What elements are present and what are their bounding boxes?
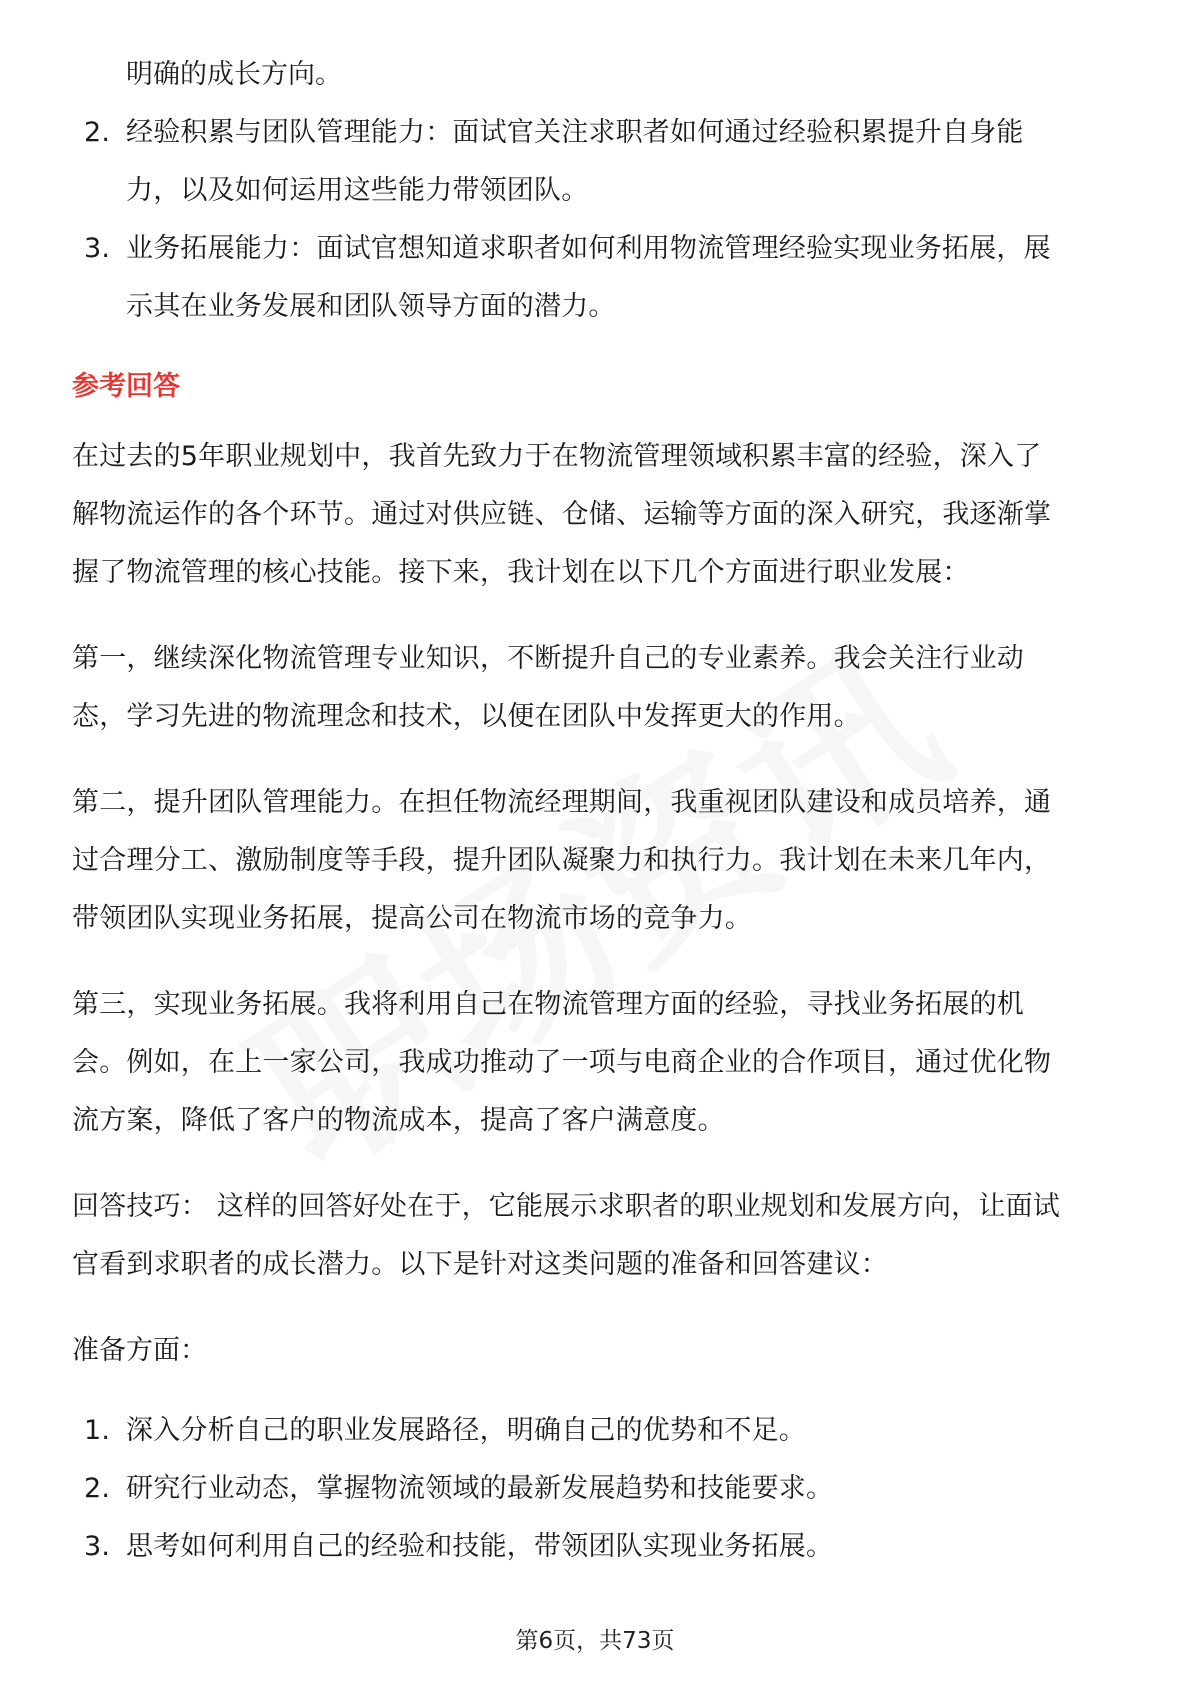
paragraph-third bbox=[72, 976, 1128, 1150]
list-line: 经验积累与团队管理能力：面试官关注求职者如何通过经验积累提升自身能 bbox=[126, 117, 1024, 148]
paragraph-second bbox=[72, 774, 1128, 948]
paragraph-first bbox=[72, 630, 1128, 746]
para-line: 回答技巧： 这样的回答好处在于，它能展示求职者的职业规划和发展方向，让面试 bbox=[72, 1191, 1060, 1222]
paragraph-intro bbox=[72, 428, 1128, 602]
list-line: 思考如何利用自己的经验和技能，带领团队实现业务拓展。 bbox=[126, 1531, 834, 1562]
prep-list bbox=[72, 1402, 1128, 1576]
prep-heading: 准备方面： bbox=[72, 1335, 207, 1366]
list-line: 业务拓展能力：面试官想知道求职者如何利用物流管理经验实现业务拓展，展 bbox=[126, 233, 1051, 264]
top-list bbox=[72, 46, 1128, 336]
para-line: 态，学习先进的物流理念和技术，以便在团队中发挥更大的作用。 bbox=[72, 701, 861, 732]
document-page bbox=[72, 46, 1128, 1576]
list-number: 2. bbox=[84, 117, 111, 148]
list-item bbox=[72, 1402, 1128, 1460]
answer-heading: 参考回答 bbox=[72, 371, 180, 402]
list-line: 示其在业务发展和团队领导方面的潜力。 bbox=[126, 291, 616, 322]
list-number: 2. bbox=[84, 1473, 111, 1504]
list-number: 3. bbox=[84, 1531, 111, 1562]
list-continuation: 明确的成长方向。 bbox=[126, 59, 342, 90]
para-line: 握了物流管理的核心技能。接下来，我计划在以下几个方面进行职业发展： bbox=[72, 557, 970, 588]
para-line: 在过去的5年职业规划中，我首先致力于在物流管理领域积累丰富的经验，深入了 bbox=[72, 441, 1042, 472]
list-item bbox=[72, 1460, 1128, 1518]
para-line: 第三，实现业务拓展。我将利用自己在物流管理方面的经验，寻找业务拓展的机 bbox=[72, 989, 1024, 1020]
list-item bbox=[72, 104, 1128, 220]
list-number: 1. bbox=[84, 1415, 111, 1446]
para-line: 会。例如，在上一家公司，我成功推动了一项与电商企业的合作项目，通过优化物 bbox=[72, 1047, 1052, 1078]
list-line: 研究行业动态，掌握物流领域的最新发展趋势和技能要求。 bbox=[126, 1473, 834, 1504]
para-line: 解物流运作的各个环节。通过对供应链、仓储、运输等方面的深入研究，我逐渐掌 bbox=[72, 499, 1052, 530]
list-line: 力，以及如何运用这些能力带领团队。 bbox=[126, 175, 589, 206]
para-line: 第二，提升团队管理能力。在担任物流经理期间，我重视团队建设和成员培养，通 bbox=[72, 787, 1052, 818]
para-line: 官看到求职者的成长潜力。以下是针对这类问题的准备和回答建议： bbox=[72, 1249, 888, 1280]
list-item bbox=[72, 1518, 1128, 1576]
para-line: 带领团队实现业务拓展，提高公司在物流市场的竞争力。 bbox=[72, 903, 752, 934]
list-item bbox=[72, 220, 1128, 336]
para-line: 第一，继续深化物流管理专业知识，不断提升自己的专业素养。我会关注行业动 bbox=[72, 643, 1024, 674]
list-number: 3. bbox=[84, 233, 111, 264]
para-line: 流方案，降低了客户的物流成本，提高了客户满意度。 bbox=[72, 1105, 725, 1136]
page-number: 第6页，共73页 bbox=[515, 1628, 675, 1654]
paragraph-tips bbox=[72, 1178, 1128, 1294]
para-line: 过合理分工、激励制度等手段，提升团队凝聚力和执行力。我计划在未来几年内， bbox=[72, 845, 1052, 876]
list-line: 深入分析自己的职业发展路径，明确自己的优势和不足。 bbox=[126, 1415, 806, 1446]
